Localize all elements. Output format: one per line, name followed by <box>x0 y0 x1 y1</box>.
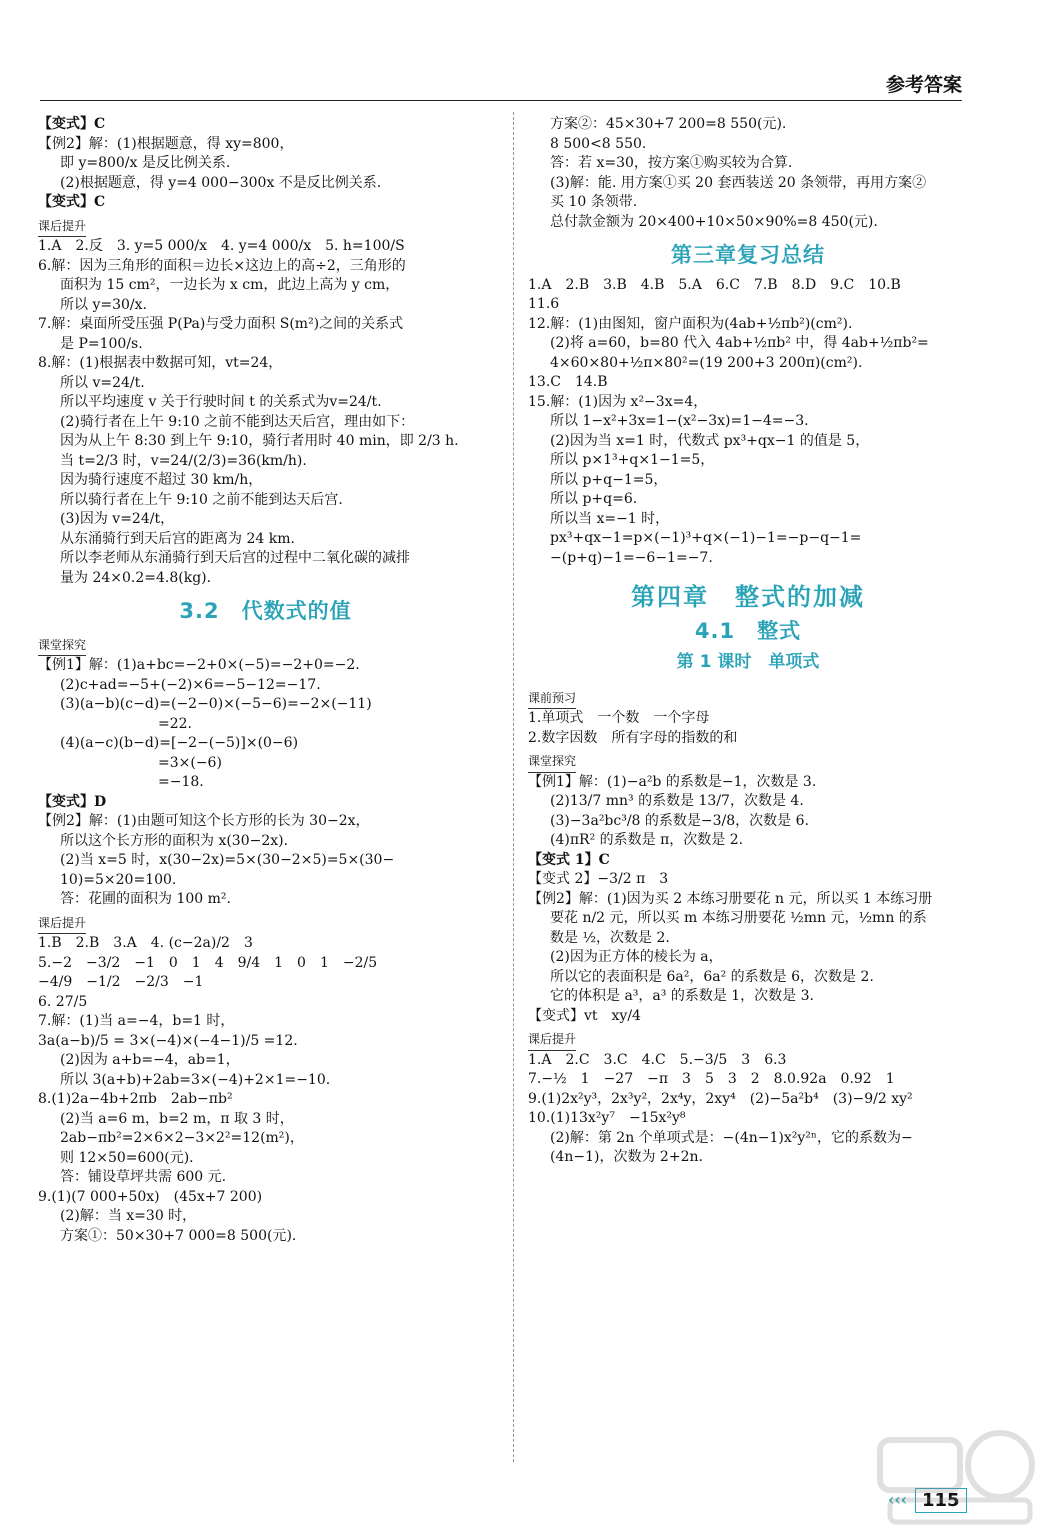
section-heading: 第 1 课时 单项式 <box>676 652 820 672</box>
answer-line: 1.A 2.C 3.C 4.C 5.−3/5 3 6.3 <box>528 1051 787 1068</box>
answer-line: (2)将 a=60，b=80 代入 4ab+½πb² 中，得 4ab+½πb²= <box>550 335 929 351</box>
answer-line: 6. 27/5 <box>38 993 88 1010</box>
section-heading: 4.1 整式 <box>694 618 802 643</box>
arrows-icon: ‹‹‹ <box>888 1490 908 1509</box>
column-divider <box>513 112 514 1462</box>
answer-line: 【例2】解：(1)因为买 2 本练习册要花 n 元，所以买 1 本练习册 <box>528 890 933 907</box>
answer-line: 所以它的表面积是 6a²，6a² 的系数是 6，次数是 2. <box>550 968 874 985</box>
right-column <box>528 115 968 1168</box>
answer-line: 买 10 条领带. <box>550 194 638 210</box>
answer-line: 答：若 x=30，按方案①购买较为合算. <box>550 155 793 171</box>
answer-line: 是 P=100/s. <box>60 335 143 352</box>
answer-line: 总付款金额为 20×400+10×50×90%=8 450(元). <box>550 213 878 230</box>
subsection-wrap <box>38 910 493 935</box>
answer-line: 即 y=800/x 是反比例关系. <box>60 155 231 171</box>
answer-line: 8.解：(1)根据表中数据可知，vt=24， <box>38 355 283 371</box>
answer-line: 11.6 <box>528 296 560 312</box>
subsection-wrap <box>528 748 968 773</box>
answer-line: 7.−½ 1 −27 −π 3 5 3 2 8.0.92a 0.92 1 <box>528 1071 895 1087</box>
answer-line: 因为骑行速度不超过 30 km/h， <box>60 472 263 488</box>
subsection-wrap <box>528 685 968 710</box>
answer-line: 【例1】解：(1)a+bc=−2+0×(−5)=−2+0=−2. <box>38 657 360 673</box>
subsection-label: 课前预习 <box>528 689 576 710</box>
subsection-wrap <box>38 632 493 657</box>
answer-line: 所以 v=24/t. <box>60 374 145 391</box>
answer-line: 则 12×50=600(元). <box>60 1149 194 1166</box>
answer-line: 所以平均速度 v 关于行驶时间 t 的关系式为v=24/t. <box>60 394 382 410</box>
left-column <box>38 115 493 1246</box>
answer-line: 15.解：(1)因为 x²−3x=4， <box>528 393 708 410</box>
answer-line: 8 500<8 550. <box>550 135 647 152</box>
subsection-wrap <box>38 213 493 238</box>
answer-line: 所以 p+q−1=5， <box>550 471 668 488</box>
subsection-label: 课后提升 <box>38 914 86 935</box>
answer-line: 4×60×80+½π×80²=(19 200+3 200π)(cm²). <box>550 354 863 371</box>
answer-line: 【变式】C <box>38 194 106 210</box>
answer-line: =3×(−6) <box>60 754 222 771</box>
answer-line: (2)因为当 x=1 时，代数式 px³+qx−1 的值是 5， <box>550 432 870 449</box>
answer-line: 所以当 x=−1 时， <box>550 510 670 527</box>
answer-line: 因为从上午 8:30 到上午 9:10，骑行者用时 40 min，即 2/3 h. <box>60 433 459 449</box>
section-heading: 3.2 代数式的值 <box>179 599 352 623</box>
answer-line: =−18. <box>60 774 204 790</box>
answer-line: 12.解：(1)由图知，窗户面积为(4ab+½πb²)(cm²). <box>528 315 853 332</box>
subsection-label: 课堂探究 <box>38 636 86 657</box>
answer-line: 所以这个长方形的面积为 x(30−2x). <box>60 832 289 849</box>
watermark-logo <box>870 1420 1040 1530</box>
answer-line: 答：花圃的面积为 100 m². <box>60 891 231 907</box>
answer-line: (2)解：第 2n 个单项式是：−(4n−1)x²y²ⁿ，它的系数为− <box>550 1129 913 1146</box>
answer-line: 当 t=2/3 时，v=24/(2/3)=36(km/h). <box>60 452 307 469</box>
answer-line: (2)因为 a+b=−4，ab=1， <box>60 1052 240 1068</box>
page-number: 115 <box>915 1488 967 1513</box>
answer-line: (2)根据题意，得 y=4 000−300x 不是反比例关系. <box>60 174 382 191</box>
answer-line: px³+qx−1=p×(−1)³+q×(−1)−1=−p−q−1= <box>550 530 862 546</box>
answer-line: 所以骑行者在上午 9:10 之前不能到达天后宫. <box>60 491 343 508</box>
answer-line: 10)=5×20=100. <box>60 871 177 888</box>
answer-line: 【变式】D <box>38 793 107 810</box>
answer-line: (2)当 a=6 m，b=2 m，π 取 3 时， <box>60 1110 294 1127</box>
answer-line: 6.解：因为三角形的面积＝边长×这边上的高÷2，三角形的 <box>38 257 406 274</box>
answer-line: (4)πR² 的系数是 π，次数是 2. <box>550 832 744 848</box>
answer-line: 1.A 2.B 3.B 4.B 5.A 6.C 7.B 8.D 9.C 10.B <box>528 276 901 293</box>
answer-line: (2)当 x=5 时，x(30−2x)=5×(30−2×5)=5×(30− <box>60 852 395 868</box>
answer-line: (2)解：当 x=30 时， <box>60 1208 197 1224</box>
answer-line: 1.B 2.B 3.A 4. (c−2a)/2 3 <box>38 935 253 951</box>
answer-line: 数是 ½，次数是 2. <box>550 929 670 946</box>
answer-line: 方案①：50×30+7 000=8 500(元). <box>60 1227 297 1244</box>
answer-line: 【变式】C <box>38 116 106 132</box>
answer-line: 【例2】解：(1)根据题意，得 xy=800， <box>38 135 294 152</box>
answer-line: (4)(a−c)(b−d)=[−2−(−5)]×(0−6) <box>60 735 299 751</box>
answer-line: 所以 p×1³+q×1−1=5， <box>550 452 715 468</box>
answer-line: 【例1】解：(1)−a²b 的系数是−1，次数是 3. <box>528 773 817 790</box>
subsection-label: 课堂探究 <box>528 752 576 773</box>
answer-line: 所以 1−x²+3x=1−(x²−3x)=1−4=−3. <box>550 413 809 429</box>
answer-line: (4n−1)，次数为 2+2n. <box>550 1149 703 1165</box>
answer-line: (3)(a−b)(c−d)=(−2−0)×(−5−6)=−2×(−11) <box>60 696 372 712</box>
answer-line: 从东涌骑行到天后宫的距离为 24 km. <box>60 530 295 547</box>
answer-line: 要花 n/2 元，所以买 m 本练习册要花 ½mn 元，½mn 的系 <box>550 910 927 926</box>
answer-line: 9.(1)(7 000+50x) (45x+7 200) <box>38 1188 263 1205</box>
answer-line: 8.(1)2a−4b+2πb 2ab−πb² <box>38 1091 233 1107</box>
answer-line: 5.−2 −3/2 −1 0 1 4 9/4 1 0 1 −2/5 <box>38 954 378 971</box>
answer-line: 量为 24×0.2=4.8(kg). <box>60 569 212 586</box>
answer-line: 方案②：45×30+7 200=8 550(元). <box>550 116 787 132</box>
section-heading: 第四章 整式的加减 <box>631 583 865 611</box>
answer-line: 【变式 1】C <box>528 851 610 868</box>
page-header-title: 参考答案 <box>885 74 962 96</box>
answer-line: (3)−3a²bc³/8 的系数是−3/8，次数是 6. <box>550 812 809 829</box>
answer-line: 所以李老师从东涌骑行到天后宫的过程中二氧化碳的减排 <box>60 550 410 566</box>
answer-line: (3)因为 v=24/t， <box>60 511 175 527</box>
answer-line: 7.解：(1)当 a=−4，b=1 时， <box>38 1013 235 1029</box>
answer-line: (2)c+ad=−5+(−2)×6=−5−12=−17. <box>60 676 321 693</box>
answer-line: 2.数字因数 所有字母的指数的和 <box>528 729 738 746</box>
section-heading: 第三章复习总结 <box>671 243 825 267</box>
answer-line: 所以 y=30/x. <box>60 296 147 313</box>
answer-line: 【变式 2】−3/2 π 3 <box>528 871 669 887</box>
answer-line: 1.单项式 一个数 一个字母 <box>528 710 710 726</box>
answer-line: (3)解：能. 用方案①买 20 套西装送 20 条领带，再用方案② <box>550 174 927 191</box>
answer-line: 10.(1)13x²y⁷ −15x²y⁸ <box>528 1110 686 1126</box>
header-rule <box>40 100 962 101</box>
answer-line: −(p+q)−1=−6−1=−7. <box>550 549 713 566</box>
answer-line: 【例2】解：(1)由题可知这个长方形的长为 30−2x， <box>38 813 370 829</box>
answer-line: 所以 p+q=6. <box>550 491 638 507</box>
answer-line: 【变式】vt xy/4 <box>528 1007 641 1024</box>
answer-line: (2)因为正方体的棱长为 a， <box>550 949 723 965</box>
answer-line: 1.A 2.反 3. y=5 000/x 4. y=4 000/x 5. h=100/S <box>38 238 405 254</box>
answer-line: −4/9 −1/2 −2/3 −1 <box>38 974 204 990</box>
answer-line: 2ab−πb²=2×6×2−3×2²=12(m²)， <box>60 1130 304 1146</box>
answer-line: 所以 3(a+b)+2ab=3×(−4)+2×1=−10. <box>60 1071 331 1088</box>
subsection-label: 课后提升 <box>528 1030 576 1051</box>
answer-line: 它的体积是 a³，a³ 的系数是 1，次数是 3. <box>550 988 814 1004</box>
answer-line: 3a(a−b)/5 = 3×(−4)×(−4−1)/5 =12. <box>38 1032 298 1049</box>
answer-line: (2)骑行者在上午 9:10 之前不能到达天后宫，理由如下： <box>60 413 415 430</box>
answer-line: 7.解：桌面所受压强 P(Pa)与受力面积 S(m²)之间的关系式 <box>38 316 404 332</box>
answer-line: =22. <box>60 715 192 732</box>
subsection-label: 课后提升 <box>38 217 86 238</box>
answer-line: 面积为 15 cm²，一边长为 x cm，此边上高为 y cm， <box>60 277 400 293</box>
answer-line: (2)13/7 mn³ 的系数是 13/7，次数是 4. <box>550 793 804 809</box>
subsection-wrap <box>528 1026 968 1051</box>
answer-line: 9.(1)2x²y³，2x³y²，2x⁴y，2xy⁴ (2)−5a²b⁴ (3)−9/2 xy² <box>528 1090 913 1107</box>
answer-line: 13.C 14.B <box>528 374 608 390</box>
answer-line: 答：铺设草坪共需 600 元. <box>60 1169 227 1185</box>
